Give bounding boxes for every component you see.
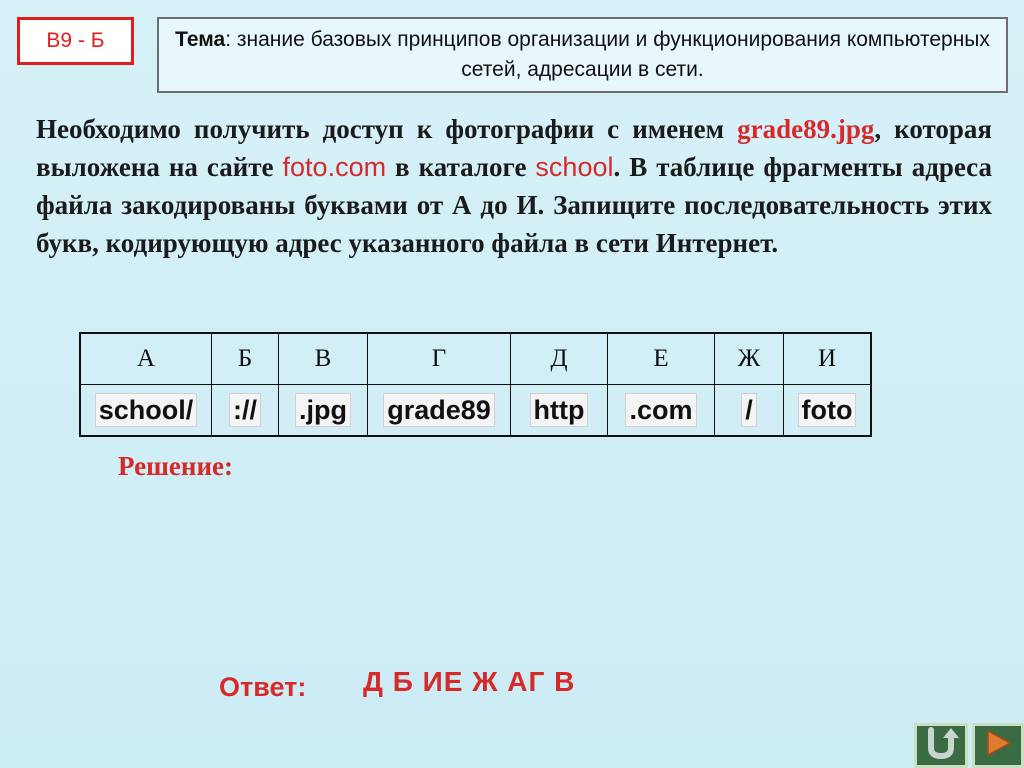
- value-cell: [784, 385, 872, 437]
- slide-badge: В9 - Б: [17, 17, 134, 65]
- answer-value: Д Б ИЕ Ж АГ В: [363, 666, 576, 697]
- letter-cell: Д: [511, 333, 608, 385]
- value-cell: [511, 385, 608, 437]
- task-part: , которая выложена на сайте: [36, 114, 992, 182]
- value-text: /: [741, 393, 757, 427]
- values-row: [80, 385, 871, 437]
- fragments-table: [79, 332, 872, 437]
- letter-cell: В: [279, 333, 368, 385]
- task-part: Необходимо получить доступ к фотографии с именем: [36, 114, 738, 144]
- file-name: grade89.jpg: [737, 114, 875, 144]
- letter-cell: И: [784, 333, 872, 385]
- letter-cell: Г: [368, 333, 511, 385]
- return-button[interactable]: [914, 723, 968, 768]
- value-text: foto: [798, 393, 857, 427]
- task-part: в каталоге: [386, 152, 536, 182]
- letters-row: [80, 333, 871, 385]
- play-icon: [983, 728, 1013, 763]
- letter-cell: А: [80, 333, 212, 385]
- value-cell: [715, 385, 784, 437]
- letter-cell: Б: [212, 333, 279, 385]
- value-cell: [80, 385, 212, 437]
- value-cell: [279, 385, 368, 437]
- solution-label: Решение:: [118, 451, 233, 481]
- value-cell: [608, 385, 715, 437]
- value-text: http: [530, 393, 589, 427]
- next-button[interactable]: [972, 723, 1024, 768]
- topic-box: [157, 17, 1008, 93]
- value-cell: [368, 385, 511, 437]
- return-icon: [923, 726, 959, 765]
- letter-cell: Е: [608, 333, 715, 385]
- value-text: school/: [95, 393, 198, 427]
- value-text: grade89: [383, 393, 495, 427]
- task-text: [36, 110, 992, 262]
- value-text: .com: [625, 393, 696, 427]
- site-name: foto.com: [282, 152, 387, 182]
- value-text: ://: [229, 393, 261, 427]
- answer-label: Ответ:: [219, 672, 307, 702]
- task-part: . В таблице фрагменты адреса файла закодированы буквами от А до И. Запищите последовательность этих букв, кодирующую адрес указанного файла в сети Интернет.: [36, 152, 992, 258]
- value-cell: [212, 385, 279, 437]
- directory-name: school: [535, 152, 614, 182]
- value-text: .jpg: [295, 393, 351, 427]
- letter-cell: Ж: [715, 333, 784, 385]
- topic-label: Тема: [175, 28, 226, 51]
- topic-text: : знание базовых принципов организации и функционирования компьютерных сетей, адресации в сети.: [225, 28, 990, 81]
